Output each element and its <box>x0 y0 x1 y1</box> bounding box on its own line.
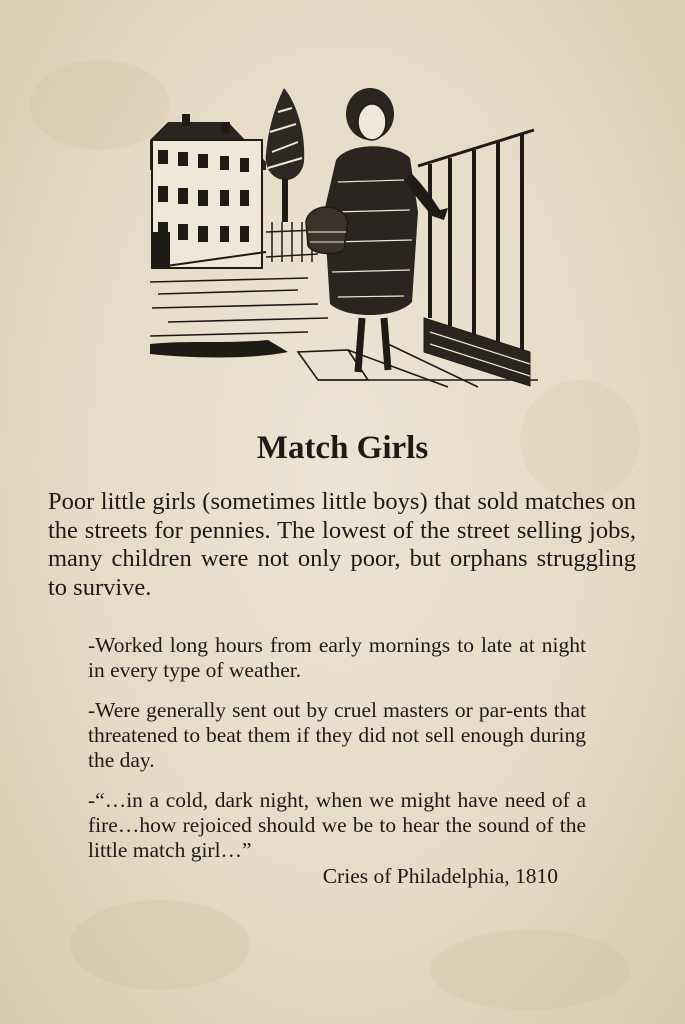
paper-stain <box>430 930 630 1010</box>
house-illustration <box>150 114 266 268</box>
fact-bullet: -Worked long hours from early mornings to late at night in every type of weather. <box>88 633 586 682</box>
intro-paragraph: Poor little girls (sometimes little boys) that sold matches on the streets for pennies. The lowest of the street selling jobs, many children were not only poor, but orphans struggling to survive. <box>48 488 636 601</box>
tree-illustration <box>266 88 305 222</box>
page-title: Match Girls <box>256 430 429 466</box>
quote-citation: Cries of Philadelphia, 1810 <box>322 864 558 888</box>
match-girl-woodcut-illustration <box>148 82 538 392</box>
quote-bullet: -“…in a cold, dark night, when we might have need of a fire…how rejoiced should we be to hear the sound of the little match girl…” <box>88 788 586 862</box>
fact-bullet: -Were generally sent out by cruel masters or par-ents that threatened to beat them if they did not sell enough during the day. <box>88 698 586 772</box>
iron-gate <box>418 130 534 386</box>
paper-stain <box>70 900 250 990</box>
